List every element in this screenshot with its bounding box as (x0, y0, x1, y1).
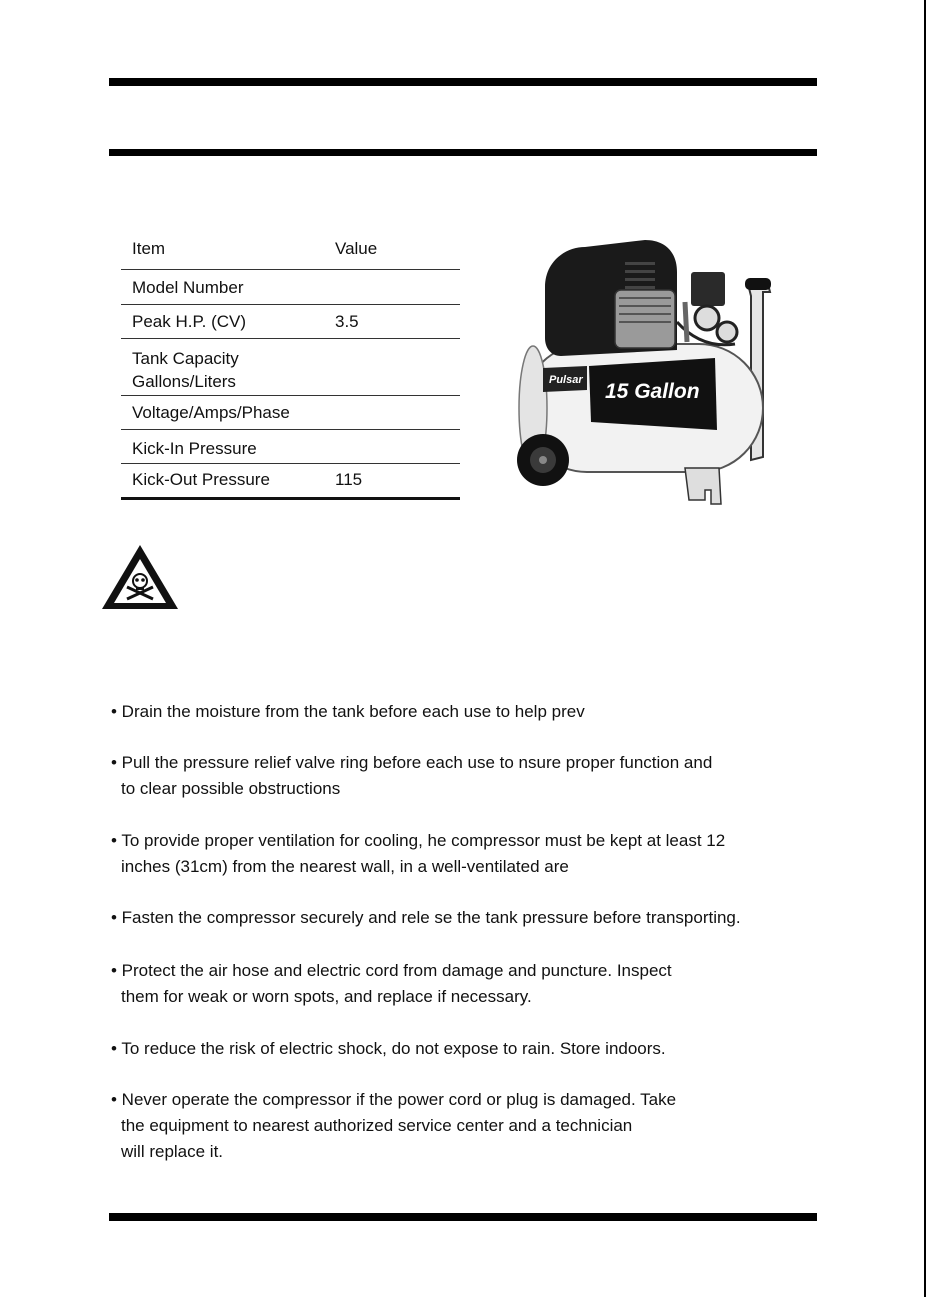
row-value: 115 (335, 470, 363, 489)
table-row (121, 430, 460, 464)
table-row (121, 396, 460, 430)
list-item-line: • Protect the air hose and electric cord from damage and puncture. Inspect (111, 961, 672, 980)
row-item: Voltage/Amps/Phase (132, 403, 290, 422)
page-edge (924, 0, 926, 1297)
list-item-line: the equipment to nearest authorized service center and a technician (121, 1116, 633, 1135)
list-item-line: • Never operate the compressor if the power cord or plug is damaged. Take (111, 1090, 677, 1109)
list-item-line: them for weak or worn spots, and replace if necessary. (121, 987, 532, 1006)
brand-label: Pulsar (549, 374, 583, 386)
list-item (111, 828, 725, 880)
header-rule (109, 149, 817, 156)
list-item (111, 958, 672, 1010)
table-row (121, 464, 460, 500)
header-value: Value (335, 239, 378, 258)
list-item-line: • Drain the moisture from the tank before each use to help prev (111, 702, 585, 721)
list-item (111, 750, 712, 802)
row-item (132, 347, 239, 393)
list-item-line: inches (31cm) from the nearest wall, in a well-ventilated are (121, 857, 569, 876)
list-item-line: • Pull the pressure relief valve ring before each use to nsure proper function and (111, 753, 713, 772)
row-item: Model Number (132, 278, 244, 297)
footer-rule (109, 1213, 817, 1221)
row-item-line: Gallons/Liters (132, 372, 236, 391)
row-item: Kick-Out Pressure (132, 470, 270, 489)
air-compressor-image (505, 232, 790, 517)
row-item: Kick-In Pressure (132, 439, 257, 458)
spec-table-header (121, 230, 460, 270)
row-item-line: Tank Capacity (132, 349, 239, 368)
top-rule (109, 78, 817, 86)
spec-table (121, 230, 460, 500)
list-item-line: • To provide proper ventilation for cooling, he compressor must be kept at least 12 (111, 831, 726, 850)
table-row (121, 339, 460, 396)
list-item-line: • To reduce the risk of electric shock, do not expose to rain. Store indoors. (111, 1039, 666, 1058)
list-item (111, 905, 741, 931)
row-value: 3.5 (335, 312, 359, 331)
list-item (111, 1036, 666, 1062)
list-item-line: • Fasten the compressor securely and rele se the tank pressure before transporting. (111, 908, 741, 927)
capacity-label: 15 Gallon (605, 380, 700, 403)
table-row (121, 270, 460, 305)
row-item: Peak H.P. (CV) (132, 312, 247, 331)
header-item: Item (132, 239, 166, 258)
poison-hazard-icon (100, 543, 180, 611)
list-item (111, 699, 585, 725)
list-item (111, 1087, 676, 1165)
list-item-line: to clear possible obstructions (121, 779, 341, 798)
table-row (121, 305, 460, 339)
list-item-line: will replace it. (121, 1142, 224, 1161)
